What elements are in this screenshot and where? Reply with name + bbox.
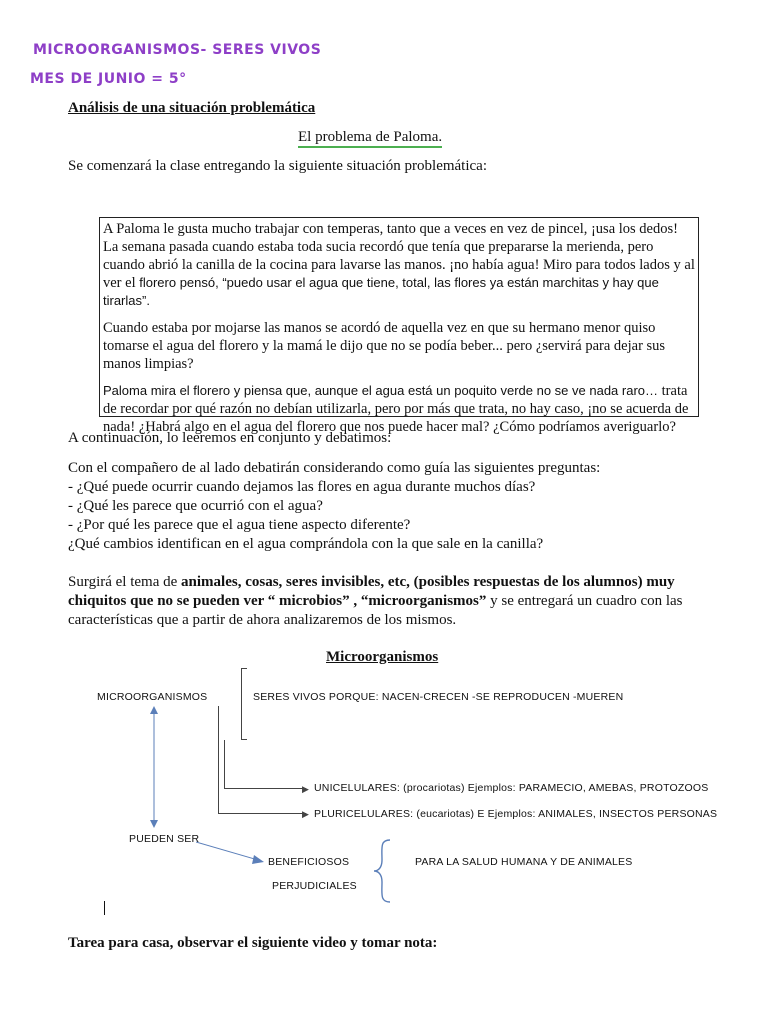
- connector-line-1: [218, 706, 219, 813]
- header-title: MICROORGANISMOS- SERES VIVOS: [33, 42, 322, 58]
- surgira-text-3: y se entregará un cuadro con las características que a partir de ahora analizaremos de los mismos.: [68, 593, 683, 628]
- unicelulares-text: UNICELULARES: (procariotas) Ejemplos: PARAMECIO, AMEBAS, PROTOZOOS: [314, 782, 709, 794]
- after-box-text: A continuación, lo leeremos en conjunto y debatimos:: [68, 430, 392, 446]
- bracket-bottom: [241, 739, 247, 740]
- question-item: ¿Qué cambios identifican en el agua comprándola con la que sale en la canilla?: [68, 536, 544, 552]
- connector-pluri: [218, 813, 306, 814]
- story-p1-sans: florero pensó, “puedo usar el agua que tiene, total, las flores ya están marchitas y hay que tirarlas”.: [103, 275, 659, 308]
- diagram-root: MICROORGANISMOS: [97, 691, 208, 703]
- seres-vivos-text: SERES VIVOS PORQUE: NACEN-CRECEN -SE REPRODUCEN -MUEREN: [253, 691, 624, 703]
- questions-block: [68, 459, 728, 554]
- connector-line-2: [224, 740, 225, 788]
- text-cursor: [104, 901, 105, 915]
- story-p1-serif: A Paloma le gusta mucho trabajar con temperas, tanto que a veces en vez de pincel, ¡usa los dedos! La semana pasada cuando estaba toda sucia recordó que tenía que prepararse la merienda, pero cuando abrió la canilla de la cocina para lavarse las manos. ¡no había agua! Miro para todos lados y al ver el: [103, 221, 695, 291]
- diagram-title: Microorganismos: [326, 649, 439, 665]
- question-item: - ¿Qué les parece que ocurrió con el agua?: [68, 498, 323, 514]
- perjudiciales-text: PERJUDICIALES: [272, 880, 357, 892]
- pueden-ser-text: PUEDEN SER: [129, 833, 200, 845]
- section-title: Análisis de una situación problemática: [68, 100, 316, 116]
- curly-brace-icon: [372, 838, 394, 904]
- arrow-head-icon: ▶: [302, 784, 309, 794]
- story-p3-serif: trata de recordar por qué razón no debían utilizarla, pero por más que trata, no hay caso, ¡no se acuerda de nada! ¿Habrá algo en el agua del florero que nos puede hacer mal? ¿Cómo podríamos averiguarlo?: [103, 383, 689, 435]
- double-arrow-icon: [146, 706, 162, 828]
- salud-text: PARA LA SALUD HUMANA Y DE ANIMALES: [415, 856, 633, 868]
- tarea-text: Tarea para casa, observar el siguiente video y tomar nota:: [68, 935, 438, 951]
- header-subtitle: MES DE JUNIO = 5°: [30, 71, 187, 87]
- bracket-seres-vivos: [241, 668, 242, 740]
- story-p3-sans: Paloma mira el florero y piensa que, aunque el agua está un poquito verde no se ve nada raro…: [103, 383, 659, 398]
- arrow-right-icon: [196, 840, 266, 866]
- question-item: - ¿Por qué les parece que el agua tiene aspecto diferente?: [68, 517, 411, 533]
- story-paragraph-1: [103, 220, 695, 310]
- arrow-head-icon: ▶: [302, 809, 309, 819]
- story-paragraph-2: Cuando estaba por mojarse las manos se acordó de aquella vez en que su hermano menor quiso tomarse el agua del florero y la mamá le dijo que no se podía beber... pero ¿servirá para dejar sus manos limpias?: [103, 320, 666, 372]
- beneficiosos-text: BENEFICIOSOS: [268, 856, 350, 868]
- questions-intro: Con el compañero de al lado debatirán considerando como guía las siguientes preguntas:: [68, 460, 601, 476]
- surgira-text-1: Surgirá el tema de: [68, 574, 182, 590]
- connector-uni: [224, 788, 306, 789]
- question-item: - ¿Qué puede ocurrir cuando dejamos las flores en agua durante muchos días?: [68, 479, 536, 495]
- intro-text: Se comenzará la clase entregando la siguiente situación problemática:: [68, 158, 487, 174]
- pluricelulares-text: PLURICELULARES: (eucariotas) E Ejemplos: ANIMALES, INSECTOS PERSONAS: [314, 808, 718, 820]
- bracket-top: [241, 668, 247, 669]
- surgira-paragraph: [68, 573, 708, 630]
- story-paragraph-3: [103, 382, 695, 436]
- story-box: [99, 217, 699, 435]
- surgira-text-bold: animales, cosas, seres invisibles, etc, (posibles respuestas de los alumnos) muy chiquitos que no se pueden ver “ microbios” , “microorganismos”: [68, 574, 675, 609]
- problem-title: El problema de Paloma.: [298, 129, 442, 148]
